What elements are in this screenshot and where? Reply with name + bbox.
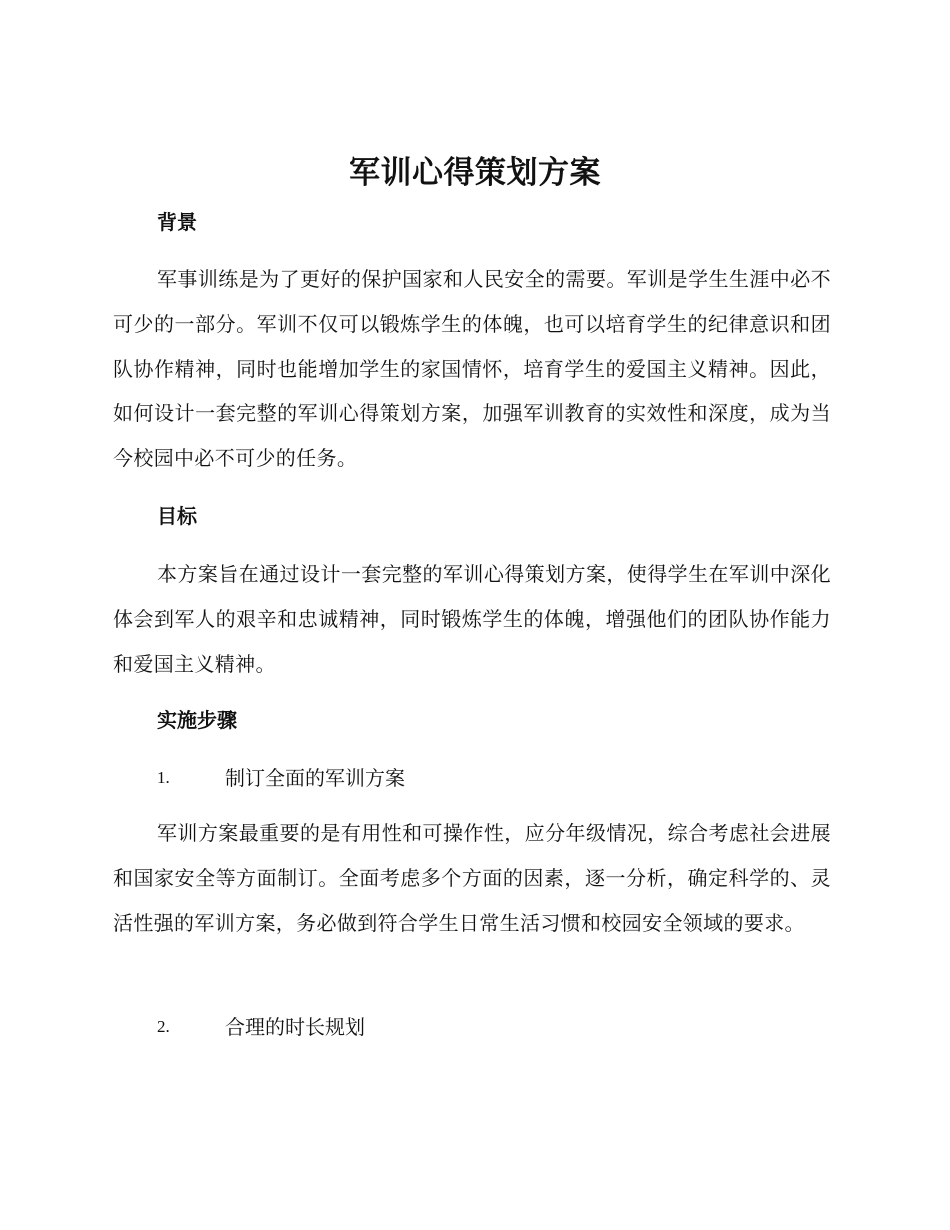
step-paragraph-1: 军训方案最重要的是有用性和可操作性，应分年级情况，综合考虑社会进展和国家安全等方面制订。全面考虑多个方面的因素，逐一分析，确定科学的、灵活性强的军训方案，务必做到符合学生日常生活习惯和校园安全领域的要求。 bbox=[113, 821, 831, 935]
section-paragraph-goal: 本方案旨在通过设计一套完整的军训心得策划方案，使得学生在军训中深化体会到军人的艰辛和忠诚精神，同时锻炼学生的体魄，增强他们的团队协作能力和爱国主义精神。 bbox=[113, 562, 831, 676]
document-title: 军训心得策划方案 bbox=[349, 155, 601, 191]
section-heading-background: 背景 bbox=[157, 210, 197, 234]
step-number: 2. bbox=[157, 1017, 170, 1036]
section-heading-steps: 实施步骤 bbox=[157, 708, 237, 732]
step-title: 制订全面的军训方案 bbox=[225, 766, 405, 790]
step-title: 合理的时长规划 bbox=[225, 1015, 365, 1039]
step-number: 1. bbox=[157, 768, 170, 787]
section-heading-goal: 目标 bbox=[157, 504, 197, 528]
section-paragraph-background: 军事训练是为了更好的保护国家和人民安全的需要。军训是学生生涯中必不可少的一部分。军训不仅可以锻炼学生的体魄，也可以培育学生的纪律意识和团队协作精神，同时也能增加学生的家国情怀，培育学生的爱国主义精神。因此，如何设计一套完整的军训心得策划方案，加强军训教育的实效性和深度，成为当今校园中必不可少的任务。 bbox=[113, 267, 831, 471]
